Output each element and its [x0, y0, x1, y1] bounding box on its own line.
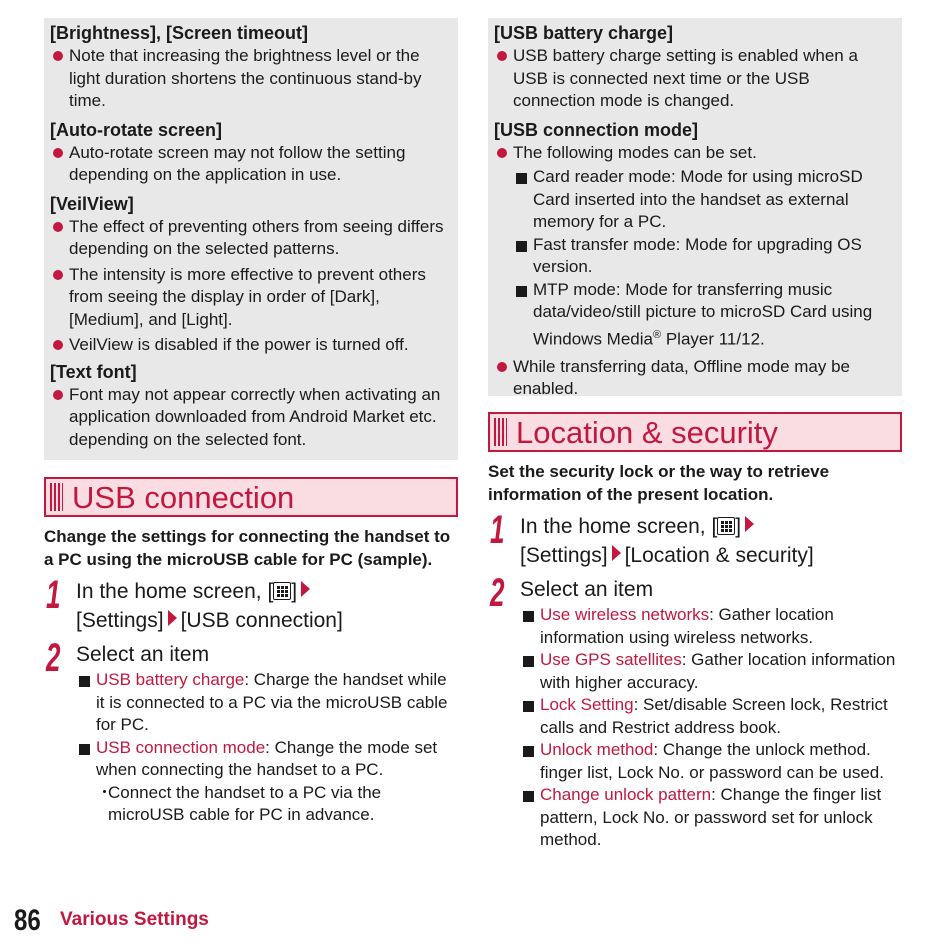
bullet-dot-icon: [53, 340, 63, 350]
step-text: In the home screen, [: [76, 580, 274, 603]
step-text: [Location & security]: [624, 544, 814, 567]
option-unlock-method: [520, 739, 902, 784]
bullet-dot-icon: [497, 51, 507, 61]
sub-bullet: ・: [96, 782, 113, 802]
square-bullet-icon: [79, 744, 90, 755]
option-desc: : Charge the handset while it is connected to a PC via the microUSB cable for PC.: [96, 670, 448, 734]
note-item: [50, 45, 450, 113]
step-text: [USB connection]: [180, 609, 343, 632]
option-desc: : Change the finger list pattern, Lock No. or password set for unlock method.: [540, 785, 882, 849]
right-column: [488, 18, 902, 852]
menu-key-icon: [273, 582, 291, 600]
bullet-dot-icon: [497, 362, 507, 372]
usb-options: [44, 669, 458, 827]
section-intro: Change the settings for connecting the handset to a PC using the microUSB cable for PC (sample).: [44, 527, 451, 569]
bullet-dot-icon: [497, 148, 507, 158]
step-title: Select an item: [76, 643, 210, 666]
section-title-text: USB connection: [72, 480, 295, 515]
note-text: USB battery charge setting is enabled when a USB is connected next time or the USB connection mode is changed.: [513, 46, 858, 110]
mode-item: [494, 234, 894, 279]
note-heading-brightness: [Brightness], [Screen timeout]: [50, 23, 309, 43]
option-link[interactable]: Lock Setting: [540, 695, 634, 714]
mode-item: [494, 166, 894, 234]
option-usb-battery-charge: [76, 669, 458, 737]
note-item: [50, 384, 450, 452]
menu-key-icon: [717, 517, 735, 535]
option-use-wireless-networks: [520, 604, 902, 649]
left-column: [44, 18, 458, 827]
note-text: While transferring data, Offline mode may be enabled.: [513, 356, 851, 399]
option-link[interactable]: USB connection mode: [96, 737, 266, 757]
arrow-right-icon: [168, 610, 177, 626]
step-instruction: [520, 512, 902, 541]
option-link[interactable]: Use GPS satellites: [540, 650, 682, 669]
step-instruction: [76, 577, 458, 606]
note-text: Auto-rotate screen may not follow the setting depending on the application in use.: [69, 142, 406, 184]
section-intro: Set the security lock or the way to retrieve information of the present location.: [488, 462, 830, 504]
step-number: 2: [490, 571, 505, 615]
note-heading-veilview: [VeilView]: [50, 193, 134, 214]
note-text: Note that increasing the brightness level or the light duration shortens the continuous stand-by time.: [69, 46, 422, 110]
note-item: [494, 45, 894, 113]
step-text: [Settings]: [76, 609, 164, 632]
registered-mark: ®: [653, 328, 662, 341]
mode-item: [494, 279, 894, 351]
option-usb-connection-mode: [76, 737, 458, 782]
note-item: [50, 334, 450, 357]
chapter-title: Various Settings: [60, 909, 209, 930]
option-lock-setting: [520, 694, 902, 739]
mode-text: Fast transfer mode: Mode for upgrading OS version.: [533, 234, 862, 276]
square-bullet-icon: [523, 746, 534, 757]
option-sub-note: [76, 782, 458, 827]
arrow-right-icon: [301, 581, 310, 597]
step-instruction: [76, 606, 458, 635]
step-number: 2: [46, 636, 61, 680]
note-text: The intensity is more effective to prevent others from seeing the display in order of [Dark], [Medium], and [Light].: [69, 264, 426, 329]
arrow-right-icon: [612, 545, 621, 561]
option-use-gps-satellites: [520, 649, 902, 694]
step-number: 1: [46, 573, 61, 617]
usb-notes-box: [488, 18, 902, 399]
option-change-unlock-pattern: [520, 784, 902, 852]
note-text: VeilView is disabled if the power is turned off.: [69, 335, 409, 354]
square-bullet-icon: [523, 791, 534, 802]
bullet-dot-icon: [53, 222, 63, 232]
note-item: [50, 142, 450, 187]
page-footer: [14, 903, 209, 939]
bullet-dot-icon: [53, 148, 63, 158]
step-1: [488, 508, 902, 570]
option-desc: : Set/disable Screen lock, Restrict calls and Restrict address book.: [540, 695, 888, 737]
square-bullet-icon: [523, 656, 534, 667]
bullet-dot-icon: [53, 270, 63, 280]
note-heading-usb-mode: [USB connection mode]: [494, 119, 699, 140]
step-number: 1: [490, 508, 505, 552]
step-text: [Settings]: [520, 544, 608, 567]
display-notes-box: [44, 18, 458, 460]
square-bullet-icon: [516, 241, 527, 252]
arrow-right-icon: [745, 516, 754, 532]
square-bullet-icon: [516, 173, 527, 184]
note-heading-usb-battery: [USB battery charge]: [494, 23, 674, 43]
bullet-dot-icon: [53, 51, 63, 61]
note-item: [494, 142, 894, 165]
step-instruction: [520, 541, 902, 570]
square-bullet-icon: [523, 611, 534, 622]
step-text: ]: [291, 580, 298, 603]
note-text: The effect of preventing others from seeing differs depending on the selected patterns.: [69, 216, 444, 258]
note-item: [50, 216, 450, 261]
option-link[interactable]: Use wireless networks: [540, 605, 710, 624]
option-link[interactable]: Unlock method: [540, 740, 654, 759]
bullet-dot-icon: [53, 390, 63, 400]
step-title: Select an item: [520, 578, 654, 601]
square-bullet-icon: [79, 676, 90, 687]
option-link[interactable]: USB battery charge: [96, 670, 245, 689]
page-number: 86: [14, 904, 41, 937]
mode-text: MTP mode: Mode for transferring music data/video/still picture to microSD Card using Windows Media: [533, 279, 873, 349]
note-heading-textfont: [Text font]: [50, 361, 137, 382]
option-desc: : Change the mode set when connecting the handset to a PC.: [96, 737, 438, 779]
step-text: ]: [735, 515, 742, 538]
option-desc: : Change the unlock method. finger list, Lock No. or password can be used.: [540, 740, 884, 782]
note-heading-autorotate: [Auto-rotate screen]: [50, 119, 223, 140]
sub-note-text: Connect the handset to a PC via the microUSB cable for PC in advance.: [108, 782, 382, 824]
option-desc: : Gather location information with higher accuracy.: [540, 650, 896, 692]
section-title-location: [488, 412, 902, 452]
note-item: [50, 264, 450, 332]
note-text: The following modes can be set.: [513, 142, 757, 162]
option-link[interactable]: Change unlock pattern: [540, 785, 712, 804]
square-bullet-icon: [523, 701, 534, 712]
mode-text: Card reader mode: Mode for using microSD Card inserted into the handset as external memory for a PC.: [533, 167, 863, 231]
title-stripe-icon: [494, 418, 507, 446]
section-title-text: Location & security: [516, 415, 778, 450]
mode-text: Player 11/12.: [661, 329, 765, 349]
option-desc: : Gather location information using wireless networks.: [540, 605, 834, 647]
note-item: [494, 356, 894, 401]
section-title-usb: [44, 477, 458, 517]
location-options: [488, 604, 902, 852]
step-text: In the home screen, [: [520, 515, 718, 538]
note-text: Font may not appear correctly when activating an application downloaded from Android Market etc. depending on the selected font.: [69, 384, 441, 449]
title-stripe-icon: [50, 483, 63, 511]
step-1: [44, 573, 458, 635]
square-bullet-icon: [516, 286, 527, 297]
